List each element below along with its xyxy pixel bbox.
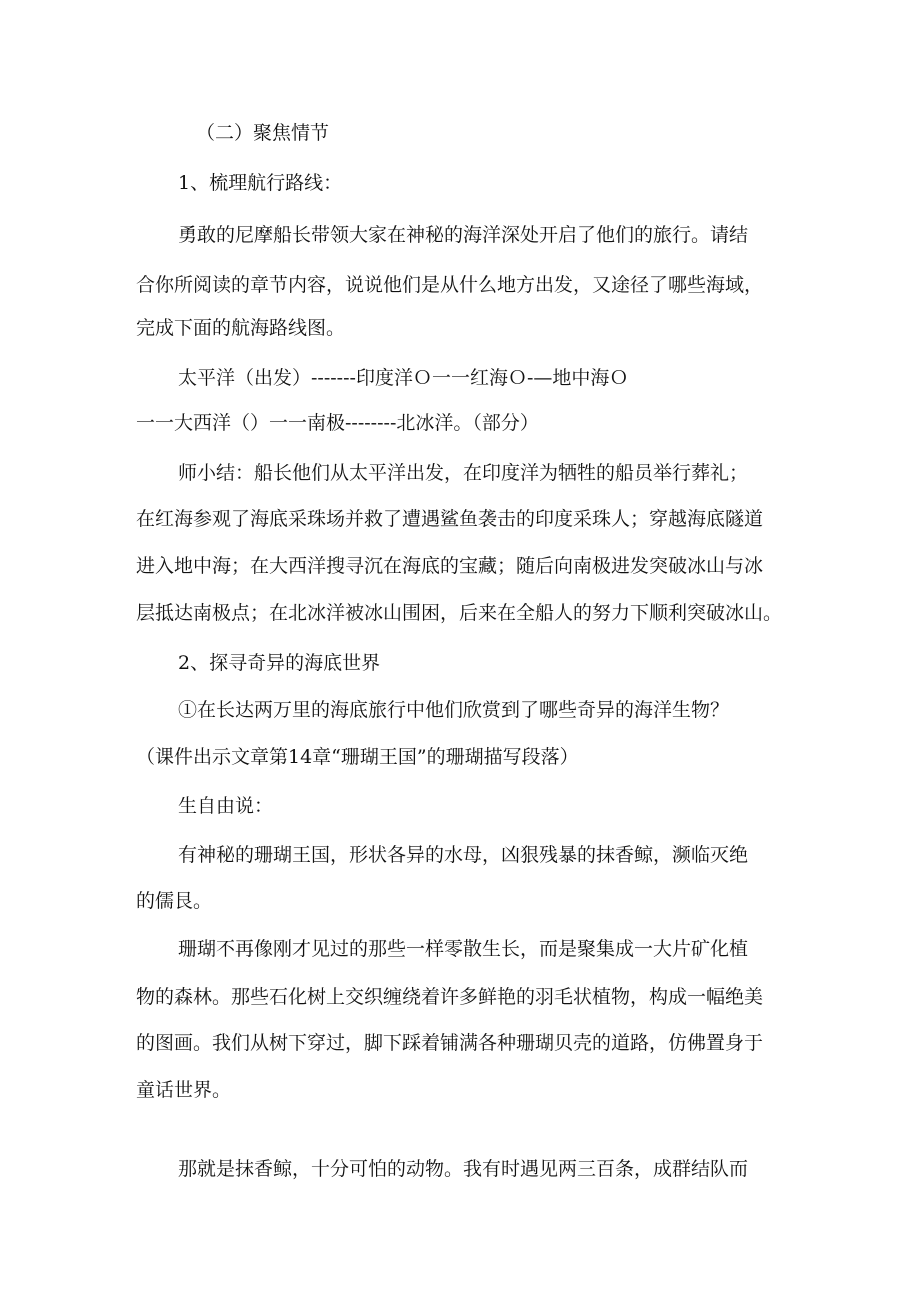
- question-line: （课件出示文章第14章“珊瑚王国”的珊瑚描写段落）: [136, 746, 579, 768]
- summary-line: 层抵达南极点；在北冰洋被冰山围困，后来在全船人的努力下顺利突破冰山。: [136, 602, 783, 624]
- answer-line: 有神秘的珊瑚王国，形状各异的水母，凶狠残暴的抹香鲸，濒临灭绝: [178, 844, 749, 866]
- student-label: 生自由说：: [178, 795, 274, 817]
- route-line: 太平洋（出发）-------印度洋Ｏ一一红海Ｏ-—地中海Ｏ: [178, 367, 629, 389]
- question-line: ①在长达两万里的海底旅行中他们欣赏到了哪些奇异的海洋生物？: [178, 699, 730, 721]
- route-line: 一一大西洋（）一一南极--------北冰洋。（部分）: [136, 412, 539, 434]
- coral-quote-line: 的图画。我们从树下穿过，脚下踩着铺满各种珊瑚贝壳的道路，仿佛置身于: [136, 1032, 764, 1054]
- intro-line: 合你所阅读的章节内容，说说他们是从什么地方出发，又途径了哪些海域，: [136, 274, 764, 296]
- summary-line: 进入地中海；在大西洋搜寻沉在海底的宝藏；随后向南极进发突破冰山与冰: [136, 555, 764, 577]
- summary-line: 在红海参观了海底采珠场并救了遭遇鲨鱼袭击的印度采珠人；穿越海底隧道: [136, 508, 764, 530]
- section-heading: （二）聚焦情节: [196, 122, 330, 144]
- whale-quote-line: 那就是抹香鲸，十分可怕的动物。我有时遇见两三百条，成群结队而: [178, 1158, 749, 1180]
- answer-line: 的儒艮。: [136, 890, 213, 912]
- coral-quote-line: 珊瑚不再像刚才见过的那些一样零散生长，而是聚集成一大片矿化植: [178, 938, 749, 960]
- coral-quote-line: 童话世界。: [136, 1079, 232, 1101]
- summary-line: 师小结：船长他们从太平洋出发，在印度洋为牺牲的船员举行葬礼；: [178, 462, 749, 484]
- intro-line: 完成下面的航海路线图。: [136, 317, 346, 339]
- coral-quote-line: 物的森林。那些石化树上交织缠绕着许多鲜艳的羽毛状植物，构成一幅绝美: [136, 986, 764, 1008]
- sub2-title: 2、探寻奇异的海底世界: [178, 652, 381, 674]
- sub1-title: 1、梳理航行路线：: [178, 172, 343, 194]
- intro-line: 勇敢的尼摩船长带领大家在神秘的海洋深处开启了他们的旅行。请结: [178, 224, 749, 246]
